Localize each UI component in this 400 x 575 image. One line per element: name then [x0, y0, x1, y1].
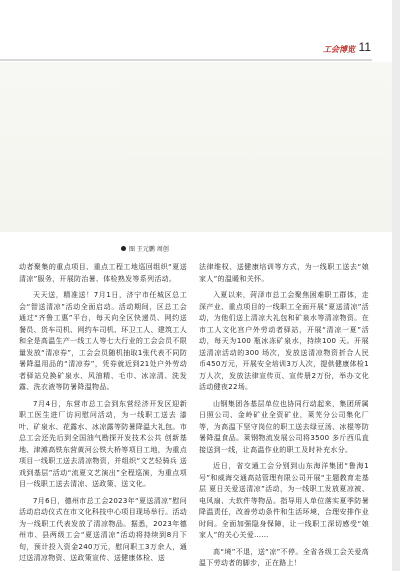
camera-icon [121, 246, 126, 251]
page-number: 11 [358, 40, 371, 54]
page-header [0, 0, 400, 54]
article-paragraph: 高“境”不退，送“凉”不停。全省各级工会关爱高温下劳动者的脚步，正在路上！ [199, 547, 369, 567]
article-paragraph: 山钢集团各基层单位也协同行动起来，集团所属日照公司、金岭矿业全资矿业，莱芜分公司集化厂等，为高温下坚守岗位的职工送去绿豆汤、冰棍等防暑降温食品。莱钢物流发展公司将3500 多斤西瓜直接送到一线，让高温作业的职工及时补充水分。 [199, 399, 369, 454]
article-paragraph: 7月4日，东营市总工会到东营经济开发区迎新职工医生进厂访问慰问活动，为一线职工送去 漆叶、矿泉水、花露水、冰凉露等防暑降温大礼包。市总工会还先后到全国油气勘探开发技术公共 创新基地、津滩高铁东营黄河公铁大桥等项目工地，为重点项目一线职工送去清凉物资，并组织“文艺轻骑兵 送戏到基层”活动“流夏文艺演出”全程巡演，为重点项目一线职工送去清凉、送政策、送文化。 [19, 399, 187, 488]
article-paragraph: 天天送，精准送！7月1日，济宁市任城区总工会“智送清凉”活动全面启动。活动期间，区总工会通过“齐鲁工惠”平台，每天向全区快递员、网约送餐员、货车司机、网约车司机、环卫工人、建筑工人和全是高温生产一线工人等七大行业的工会会员不限量发放“清凉券”，工会会员随机抽取1张代表不同防暑降温用品的“清凉券”，凭券就近到21处户外劳动者驿站兑换矿泉水、风油精、毛巾、冰凉清、洗发露、洗衣液等防暑降温物品。 [19, 291, 187, 391]
article-paragraph: 7月6日，德州市总工会2023年“夏送清凉”慰问活动启动仪式在市文化科技中心项目现场举行。活动为一线职工代表发放了清凉物品。据悉，2023年德州市、县两级工会“夏送清凉”活动将持续到8月下旬，预计投入资金240万元，慰问职工3万余人，通过送清凉物资、送政策宣传、送健康体检、送 [19, 496, 187, 562]
photo-credit [121, 244, 169, 253]
photo-area [0, 62, 400, 232]
article-paragraph: 近日，省交通工会分别到山东海洋集团“鲁海1号”和威海交通高站管理有限公司开展“主题教育走基层 夏日关爱送清凉”活动，为一线职工发放夏凉被、电风扇、大软件等物品。指导用人单位落实夏季防暑降温责任，改善劳动条件和生活环境，合理安排作业时间。全面加强隐身保障，让一线职工深切感受“娘家人”的关心关爱…… [199, 462, 369, 539]
photo-credit-text: 图 王元鹏 周创 [129, 246, 169, 253]
article-paragraph: 入夏以来，菏泽市总工会聚焦困难职工群体，走深产业、重点项目的一线职工全面开展“夏送清凉”活动，为他们送上清凉大礼包和矿泉水等清凉物资。在市工人文化宫户外劳动者驿站，开展“清凉一夏”活动，每天为100 瓶冰冻矿泉水，持续100 天。开展送清凉活动的300 场次，发放送清凉物资折合人民币450万元，开展安全培训3万人次，提供健康体检1万人次，发放法律宣传页、宣传册2万份，举办文化活动健夜22场。 [199, 291, 369, 391]
article-left-column [19, 262, 187, 570]
article-paragraph: 法律维权、送健康培训等方式，为一线职工送去“娘家人”的温暖和关怀。 [199, 263, 369, 283]
page-edge [392, 0, 400, 571]
article-paragraph: 动者聚集的重点项目、重点工程工地巡回组织“夏送清凉”服务，开展防治暑、体检熟发等系列活动。 [19, 263, 187, 283]
header-divider [0, 59, 372, 61]
article-right-column [199, 262, 369, 575]
magazine-title: 工会博览 [323, 45, 355, 54]
